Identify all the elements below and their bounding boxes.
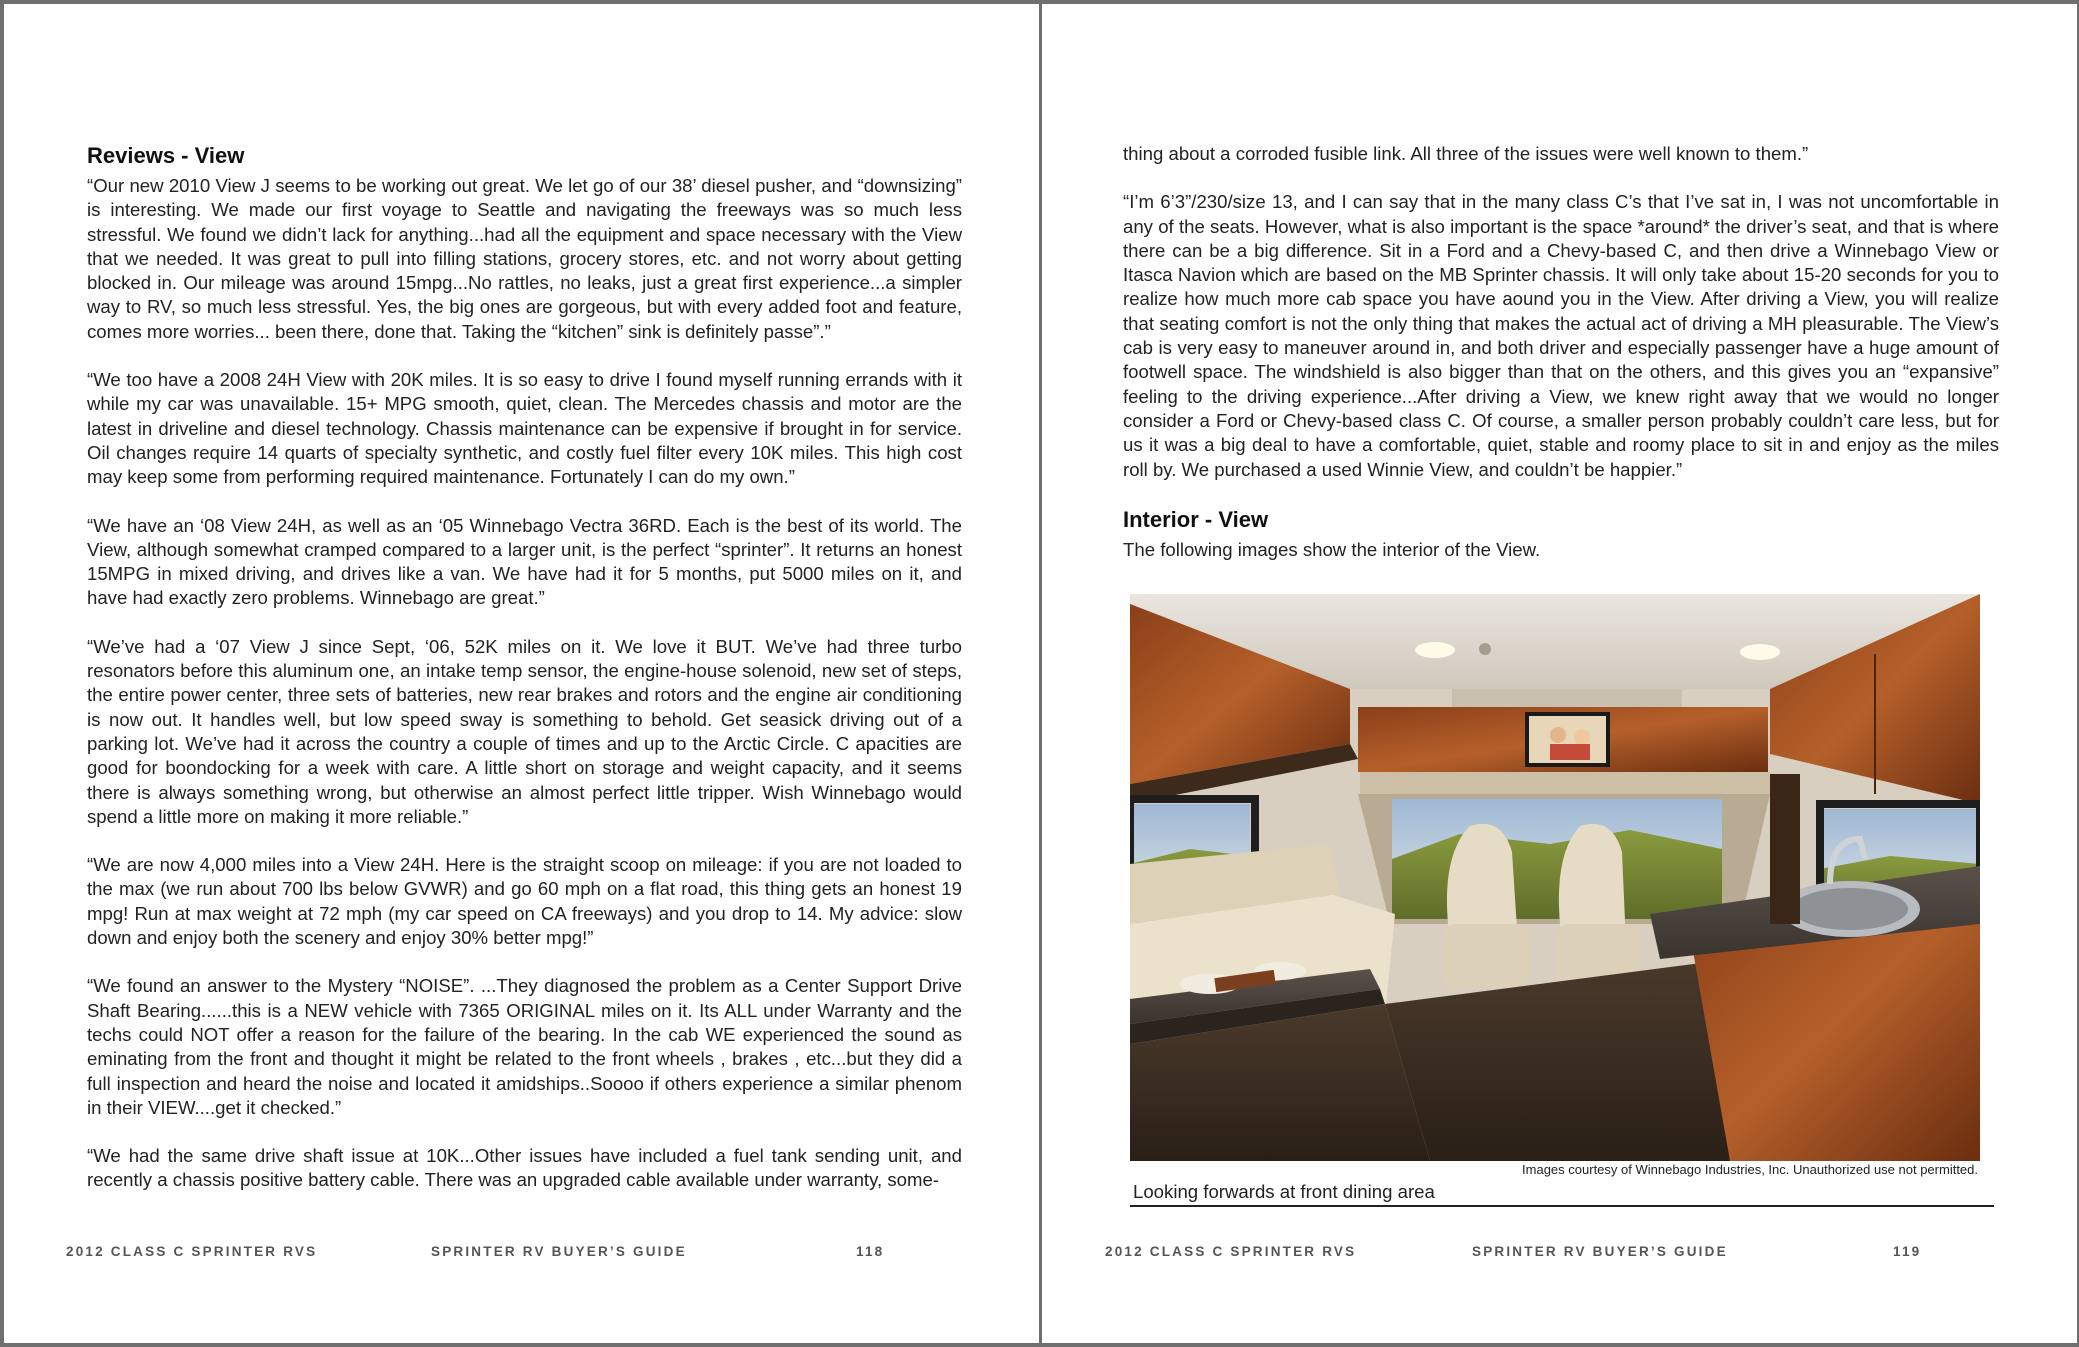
section-heading-interior: Interior - View <box>1123 506 1269 532</box>
section-heading-reviews: Reviews - View <box>87 143 245 168</box>
review-paragraph: “We found an answer to the Mystery “NOISE”. ...They diagnosed the problem as a Center Support Drive Shaft Bearing......this is a NEW vehicle with 7365 ORIGINAL miles on it. Its ALL under Warranty and the techs could NOT offer a reason for the failure of the bearing. In the cab WE experienced the sound as eminating from the front and thought it might be related to the front wheels , brakes , etc...but they did a full inspection and heard the noise and located it amidships..Soooo if others experience a similar phenom in their VIEW....get it checked.” <box>87 975 962 1118</box>
footer-book-title: 2012 CLASS C SPRINTER RVS <box>1105 1244 1357 1259</box>
review-paragraph: “Our new 2010 View J seems to be working out great. We let go of our 38’ diesel pusher, and “downsizing” is interesting. We made our first voyage to Seattle and navigating the freeways was so much less stressful. We found we didn’t lack for anything...had all the equipment and space necessary with the View that we needed. It was great to pull into filling stations, grocery stores, etc. and not worry about getting blocked in. Our mileage was around 15mpg...No rattles, no leaks, just a great first experience...a simpler way to RV, so much less stressful. Yes, the big ones are gorgeous, but with every added foot and feature, comes more worries... been there, done that. Taking the “kitchen” sink is definitely passe”.” <box>87 175 962 342</box>
interior-photo <box>1130 594 1980 1161</box>
footer-page-number: 118 <box>856 1244 885 1259</box>
review-paragraph: “We too have a 2008 24H View with 20K miles. It is so easy to drive I found myself running errands with it while my car was unavailable. 15+ MPG smooth, quiet, clean. The Mercedes chassis and motor are the latest in driveline and diesel technology. Chassis maintenance can be expensive if brought in for service. Oil changes require 14 quarts of specialty synthetic, and costly fuel filter every 10K miles. This high cost may keep some from performing required maintenance. Fortunately I can do my own.” <box>87 369 962 488</box>
review-paragraph: “We had the same drive shaft issue at 10K...Other issues have included a fuel tank sending unit, and recently a chassis positive battery cable. There was an upgraded cable available under warranty, some- <box>87 1145 962 1191</box>
review-paragraph: “We have an ‘08 View 24H, as well as an ‘05 Winnebago Vectra 36RD. Each is the best of its world. The View, although somewhat cramped compared to a larger unit, is the perfect “sprinter”. It returns an honest 15MPG in mixed driving, and drives like a van. We have had it for 5 months, put 5000 miles on it, and have had exactly zero problems. Winnebago are great.” <box>87 514 962 609</box>
book-spread <box>4 4 2075 1343</box>
interior-figure <box>1130 594 1980 1207</box>
interior-intro: The following images show the interior of the View. <box>1123 538 1541 560</box>
footer-guide-title: SPRINTER RV BUYER’S GUIDE <box>431 1244 687 1259</box>
footer-guide-title: SPRINTER RV BUYER’S GUIDE <box>1472 1244 1728 1259</box>
left-page-body <box>87 142 962 1217</box>
footer-book-title: 2012 CLASS C SPRINTER RVS <box>66 1244 318 1259</box>
review-paragraph: “We’ve had a ‘07 View J since Sept, ‘06, 52K miles on it. We love it BUT. We’ve had three turbo resonators before this aluminum one, an intake temp sensor, the engine-house solenoid, new set of steps, the entire power center, three sets of batteries, new rear brakes and rotors and the engine air conditioning is now out. It handles well, but low speed sway is something to behold. Get seasick driving out of a parking lot. We’ve had it across the country a couple of times and up to the Arctic Circle. C apacities are good for boondocking for a week with care. A little short on storage and weight capacity, and it seems there is always something wrong, but otherwise an almost perfect little tripper. Wish Winnebago would spend a little more on making it more reliable.” <box>87 635 962 827</box>
footer-page-number: 119 <box>1893 1244 1922 1259</box>
review-paragraph: “We are now 4,000 miles into a View 24H. Here is the straight scoop on mileage: if you are not loaded to the max (we run about 700 lbs below GVWR) and go 60 mph on a flat road, this thing gets an honest 19 mpg! Run at max weight at 72 mph (my car speed on CA freeways) and you drop to 14. My advice: slow down and enjoy both the scenery and enjoy 30% better mpg!” <box>87 854 962 949</box>
right-page-body <box>1123 142 1999 572</box>
page-118 <box>4 4 1039 1343</box>
review-paragraph: thing about a corroded fusible link. All three of the issues were well known to them.” <box>1123 143 1809 164</box>
image-credit: Images courtesy of Winnebago Industries, Inc. Unauthorized use not permitted. <box>1522 1162 1978 1177</box>
review-paragraph: “I’m 6’3”/230/size 13, and I can say that in the many class C’s that I’ve sat in, I was not uncomfortable in any of the seats. However, what is also important is the space *around* the driver’s seat, and that is where there can be a big difference. Sit in a Ford and a Chevy-based C, and then drive a Winnebago View or Itasca Navion which are based on the MB Sprinter chassis. It will only take about 15-20 seconds for you to realize how much more cab space you have aound you in the View. After driving a View, you will realize that seating comfort is not the only thing that makes the actual act of driving a MH pleasurable. The View’s cab is very easy to maneuver around in, and both driver and especially passenger have a huge amount of footwell space. The windshield is also bigger than that on the others, and this gives you an “expansive” feeling to the driving experience...After driving a View, we knew right away that we would no longer consider a Ford or Chevy-based class C. Of course, a smaller person probably couldn’t care less, but for us it was a big deal to have a comfortable, quiet, stable and roomy place to sit in and enjoy as the miles roll by. We purchased a used Winnie View, and couldn’t be happier.” <box>1123 191 1999 480</box>
page-119 <box>1042 4 2077 1343</box>
figure-caption: Looking forwards at front dining area <box>1130 1178 1994 1207</box>
